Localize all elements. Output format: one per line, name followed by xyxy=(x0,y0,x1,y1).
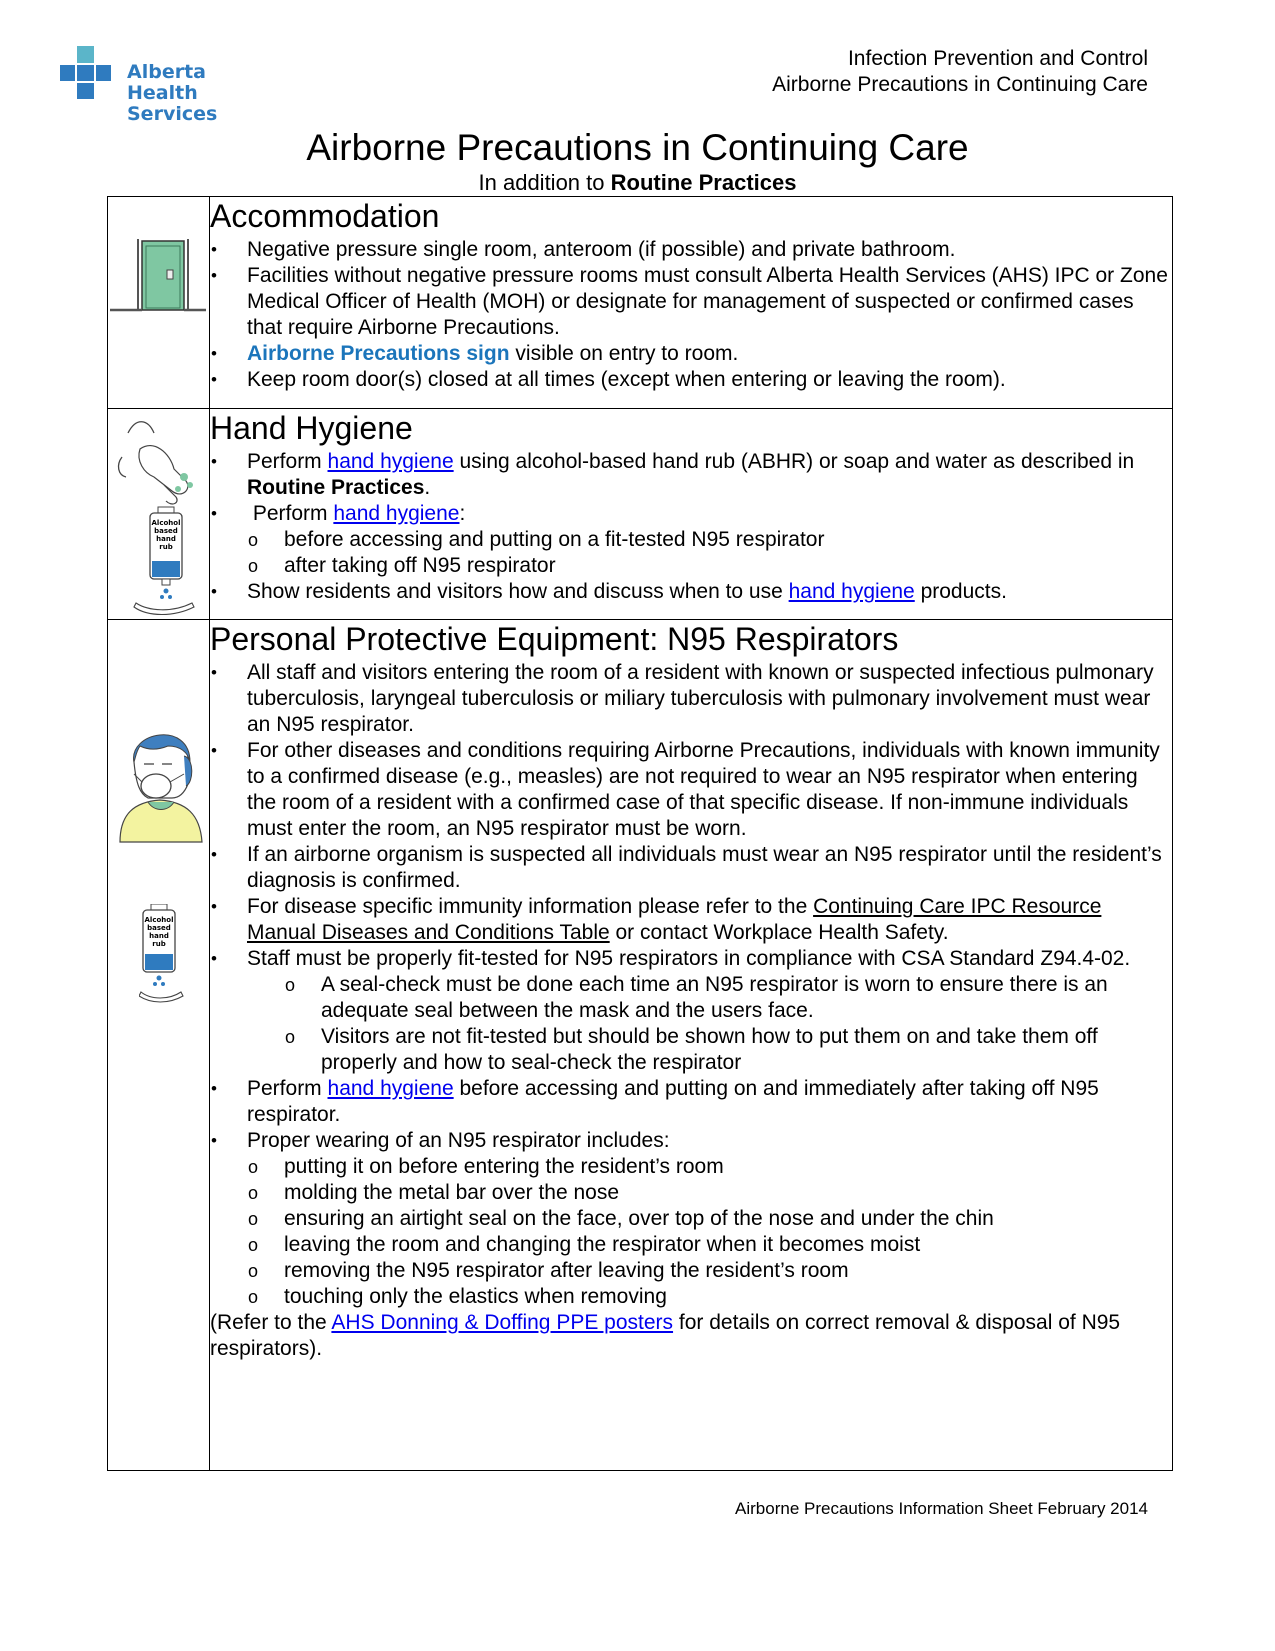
list-item-text: using alcohol-based hand rub (ABHR) or soap and water as described in xyxy=(453,450,1135,473)
list-item xyxy=(210,1076,1172,1128)
person-mask-icon xyxy=(118,724,204,844)
list-item-text: Staff must be properly fit-tested for N95 respirators in compliance with CSA Standard Z94.4-02. xyxy=(247,947,1131,970)
list-item-text: products. xyxy=(914,580,1007,603)
hand-rub-bottle-icon xyxy=(139,904,185,1004)
airborne-precautions-sign-link[interactable]: Airborne Precautions sign xyxy=(247,342,510,365)
sub-list-item: o before accessing and putting on a fit-tested N95 respirator xyxy=(210,527,1172,553)
list-item-text: or contact Workplace Health Safety. xyxy=(609,921,949,944)
list-item xyxy=(210,894,1172,946)
sub-list-item: o ensuring an airtight seal on the face, over top of the nose and under the chin xyxy=(210,1206,1172,1232)
sub-list-item: o touching only the elastics when removing xyxy=(210,1284,1172,1310)
door-icon xyxy=(110,237,206,317)
list-item-text: : xyxy=(459,502,466,525)
sub-list-item: o Visitors are not fit-tested but should be shown how to put them on and take them off properly and how to seal-check the respirator xyxy=(210,1024,1172,1076)
list-item: • For other diseases and conditions requiring Airborne Precautions, individuals with known immunity to a confirmed disease (e.g., measles) are not required to wear an N95 respirator when entering the room of a resident with a confirmed case of that specific disease. If non-immune individuals must enter the room, an N95 respirator must be worn. xyxy=(210,738,1172,842)
subtitle-prefix: In addition to xyxy=(478,170,611,195)
list-item-text: visible on entry to room. xyxy=(509,342,739,365)
accommodation-cell xyxy=(210,197,1173,409)
list-item xyxy=(210,946,1172,1076)
hand-hygiene-icon-cell xyxy=(108,409,210,620)
list-item-text: Perform xyxy=(247,1077,328,1100)
list-item xyxy=(210,341,1172,367)
list-item-text: For disease specific immunity information please refer to the xyxy=(247,895,814,918)
svg-text:rub: rub xyxy=(159,543,173,551)
hand-hygiene-link[interactable]: hand hygiene xyxy=(327,1077,454,1100)
list-item-text: Show residents and visitors how and discuss when to use xyxy=(247,580,789,603)
accommodation-list xyxy=(210,237,1172,393)
hand-hygiene-heading: Hand Hygiene xyxy=(210,410,413,446)
subtitle-bold: Routine Practices xyxy=(610,170,797,195)
logo-line-2: Services xyxy=(127,103,218,125)
list-item: • Facilities without negative pressure rooms must consult Alberta Health Services (AHS) IPC or Zone Medical Officer of Health (MOH) or designate for management of suspected or confirmed cases that require Airborne Precautions. xyxy=(210,263,1172,341)
ahs-cross-icon xyxy=(60,46,122,102)
list-item xyxy=(210,1128,1172,1310)
sub-list-item: o after taking off N95 respirator xyxy=(210,553,1172,579)
hand-hygiene-link[interactable]: hand hygiene xyxy=(788,580,915,603)
list-item: • Keep room door(s) closed at all times (except when entering or leaving the room). xyxy=(210,367,1172,393)
hand-hygiene-link[interactable]: hand hygiene xyxy=(327,450,454,473)
reference-text: for details on correct removal & disposal of N95 respirators). xyxy=(210,1311,1121,1360)
header-line-2: Airborne Precautions in Continuing Care xyxy=(772,73,1148,96)
list-item: • Negative pressure single room, anteroom (if possible) and private bathroom. xyxy=(210,237,1172,263)
list-item: • If an airborne organism is suspected all individuals must wear an N95 respirator until the resident’s diagnosis is confirmed. xyxy=(210,842,1172,894)
accommodation-row xyxy=(108,197,1173,409)
hand-hygiene-link[interactable]: hand hygiene xyxy=(333,502,460,525)
svg-text:Alcohol: Alcohol xyxy=(144,916,174,924)
list-item-text: before accessing and putting on and immediately after taking off N95 respirator. xyxy=(247,1077,1099,1126)
list-item: • All staff and visitors entering the room of a resident with known or suspected infectious pulmonary tuberculosis, laryngeal tuberculosis or miliary tuberculosis with pulmonary involvement must wear an N95 respirator. xyxy=(210,660,1172,738)
svg-text:based: based xyxy=(154,527,178,535)
hand-hygiene-row xyxy=(108,409,1173,620)
sub-list-item: o A seal-check must be done each time an N95 respirator is worn to ensure there is an adequate seal between the mask and the users face. xyxy=(210,972,1172,1024)
precautions-table xyxy=(107,196,1173,1471)
n95-wearing-sublist xyxy=(210,1154,1172,1310)
list-item-text: . xyxy=(424,476,431,499)
header-line-1: Infection Prevention and Control xyxy=(847,47,1148,70)
hand-hygiene-sublist xyxy=(210,527,1172,579)
ppe-cell xyxy=(210,620,1173,1471)
fit-test-sublist xyxy=(210,972,1172,1076)
donning-doffing-reference xyxy=(210,1310,1172,1362)
ppe-heading: Personal Protective Equipment: N95 Respirators xyxy=(210,621,899,657)
ahs-logo xyxy=(60,46,260,125)
sub-list-item: o putting it on before entering the resident’s room xyxy=(210,1154,1172,1180)
list-item-text: Perform xyxy=(247,502,334,525)
hand-hygiene-list xyxy=(210,449,1172,605)
hand-rub-icon xyxy=(114,411,206,616)
svg-text:hand: hand xyxy=(156,535,176,543)
accommodation-icon-cell xyxy=(108,197,210,409)
donning-doffing-link[interactable]: AHS Donning & Doffing PPE posters xyxy=(331,1311,674,1334)
reference-text: (Refer to the xyxy=(210,1311,332,1334)
sub-list-item: o removing the N95 respirator after leaving the resident’s room xyxy=(210,1258,1172,1284)
ppe-icon-cell xyxy=(108,620,210,1471)
document-header xyxy=(772,46,1148,98)
sub-list-item: o molding the metal bar over the nose xyxy=(210,1180,1172,1206)
hand-hygiene-cell xyxy=(210,409,1173,620)
list-item-text: Perform xyxy=(247,450,328,473)
logo-line-1: Alberta Health xyxy=(127,61,206,104)
ppe-list xyxy=(210,660,1172,1310)
list-item xyxy=(210,449,1172,501)
svg-text:Alcohol: Alcohol xyxy=(151,519,181,527)
list-item-text: Proper wearing of an N95 respirator includes: xyxy=(247,1129,670,1152)
page-title: Airborne Precautions in Continuing Care xyxy=(306,127,969,168)
svg-text:rub: rub xyxy=(152,940,166,948)
svg-text:based: based xyxy=(147,924,171,932)
list-item xyxy=(210,501,1172,579)
svg-text:hand: hand xyxy=(149,932,169,940)
routine-practices-bold: Routine Practices xyxy=(247,476,425,499)
sub-list-item: o leaving the room and changing the respirator when it becomes moist xyxy=(210,1232,1172,1258)
page-subtitle xyxy=(0,170,1275,196)
ppe-row xyxy=(108,620,1173,1471)
page-footer: Airborne Precautions Information Sheet February 2014 xyxy=(735,1499,1148,1518)
list-item xyxy=(210,579,1172,605)
ipc-resource-manual-link[interactable]: Continuing Care IPC Resource Manual Diseases and Conditions Table xyxy=(247,895,1102,944)
accommodation-heading: Accommodation xyxy=(210,198,440,234)
